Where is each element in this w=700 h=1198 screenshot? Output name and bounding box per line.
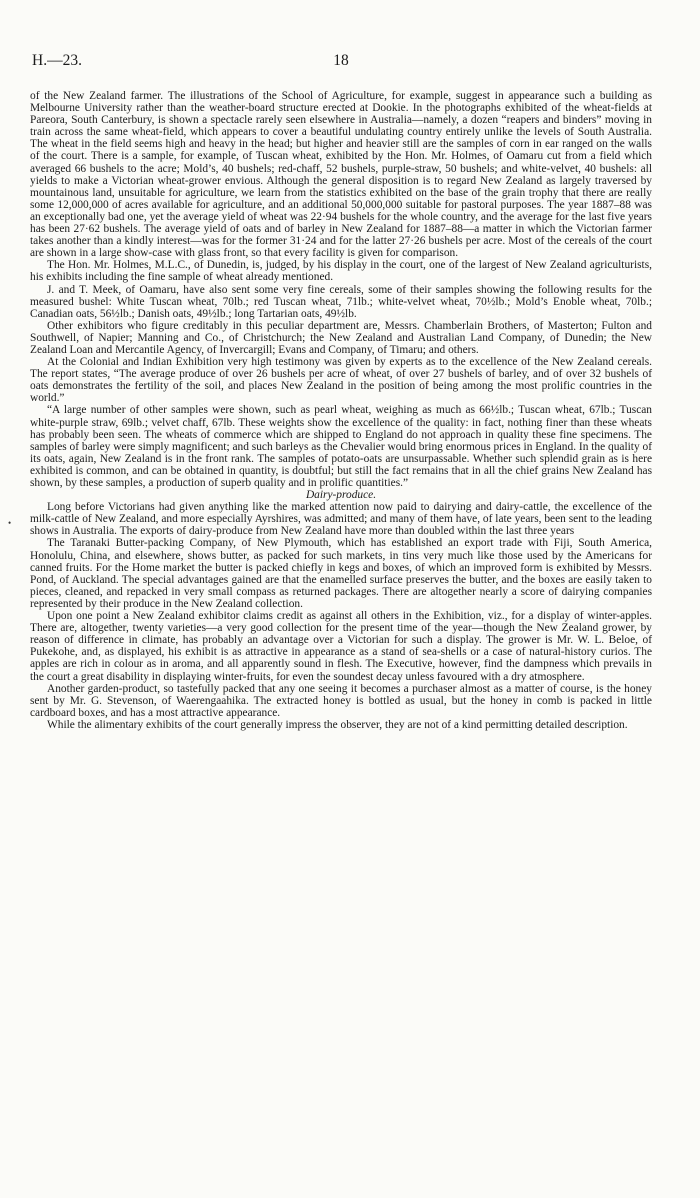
paragraph: Another garden-product, so tastefully packed that any one seeing it becomes a purchaser almost as a matter of course, is the honey sent by Mr. G. Stevenson, of Waerengaahika. The extracted honey is bottled as usual, but the honey in comb is packed in little cardboard boxes, and has a most attractive appearance. xyxy=(30,682,652,719)
document-reference: H.—23. xyxy=(32,52,82,69)
margin-mark: • xyxy=(8,518,12,528)
paragraph: “A large number of other samples were shown, such as pearl wheat, weighing as much as 66½lb.; Tuscan wheat, 67lb.; Tuscan white-purple straw, 69lb.; velvet chaff, 67lb. These weights show the excellence of the quality: in fact, nothing finer than these wheats has probably been seen. The wheats of commerce which are shipped to England do not approach in quality these fine specimens. The samples of barley were simply magnificent; and such barleys as the Chevalier would bring enormous prices in England. In the quality of its oats, again, New Zealand is in the front rank. The samples of potato-oats are unsurpassable. Whether such splendid grain as is here exhibited is common, and can be obtained in quantity, is doubtful; but still the fact remains that in all the chief grains New Zealand has shown, by these samples, a production of superb quality and in prolific quantities.” xyxy=(30,404,652,489)
paragraph: The Hon. Mr. Holmes, M.L.C., of Dunedin, is, judged, by his display in the court, one of the largest of New Zealand agriculturists, his exhibits including the fine sample of wheat already mentioned. xyxy=(30,259,652,284)
paragraph: Long before Victorians had given anything like the marked attention now paid to dairying and dairy-cattle, the excellence of the milk-cattle of New Zealand, and more especially Ayrshires, was admitted; and many of them have, of late years, been sent to the leading shows in Australia. The exports of dairy-produce from New Zealand have more than doubled within the last three years xyxy=(30,501,652,538)
page-number: 18 xyxy=(333,52,349,69)
paragraph: While the alimentary exhibits of the court generally impress the observer, they are not of a kind permitting detailed description. xyxy=(47,718,628,731)
paragraph: Upon one point a New Zealand exhibitor claims credit as against all others in the Exhibition, viz., for a display of winter-apples. There are, altogether, twenty varieties—a very good collection for the present time of the year—though the New Zealand grower, by reason of difference in climate, has probably an advantage over a Victorian for such a display. The grower is Mr. W. L. Beloe, of Pukekohe, and, as displayed, his exhibit is as attractive in appearance as a stand of sea-shells or a case of natural-history curios. The apples are rich in colour as in aroma, and all apparently sound in flesh. The Executive, however, find the dampness which prevails in the court a great disability in displaying winter-fruits, for even the soundest decay unless favoured with a dry atmosphere. xyxy=(30,610,652,683)
paragraph: At the Colonial and Indian Exhibition very high testimony was given by experts as to the excellence of the New Zealand cereals. The report states, “The average produce of over 26 bushels per acre of wheat, of over 27 bushels of barley, and of over 32 bushels of oats demonstrates the fertility of the soil, and places New Zealand in the position of being among the most prolific countries in the world.” xyxy=(30,356,652,405)
paragraph: The Taranaki Butter-packing Company, of New Plymouth, which has established an export trade with Fiji, South America, Honolulu, China, and elsewhere, shows butter, as packed for such markets, in tins very much like those used by the Americans for canned fruits. For the Home market the butter is packed chiefly in kegs and boxes, of which an improved form is exhibited by Messrs. Pond, of Auckland. The special advantages gained are that the enamelled surface preserves the butter, and the boxes are easily taken to pieces, cleaned, and repacked in very small compass as returned packages. There are altogether nearly a score of dairying companies represented by their produce in the New Zealand collection. xyxy=(30,537,652,610)
body-text xyxy=(30,90,652,731)
paragraph: Other exhibitors who figure creditably in this peculiar department are, Messrs. Chamberlain Brothers, of Masterton; Fulton and Southwell, of Napier; Manning and Co., of Christchurch; the New Zealand and Australian Land Company, of Dunedin; the New Zealand Loan and Mercantile Agency, of Invercargill; Evans and Company, of Timaru; and others. xyxy=(30,319,652,356)
section-heading: Dairy-produce. xyxy=(305,489,377,502)
paragraph: J. and T. Meek, of Oamaru, have also sent some very fine cereals, some of their samples showing the following results for the measured bushel: White Tuscan wheat, 70lb.; red Tuscan wheat, 71lb.; white-velvet wheat, 70½lb.; Mold’s Enoble wheat, 70lb.; Canadian oats, 56½lb.; Danish oats, 49½lb.; long Tartarian oats, 49½lb. xyxy=(30,283,652,320)
page-header xyxy=(28,52,654,72)
paragraph: of the New Zealand farmer. The illustrations of the School of Agriculture, for example, suggest in appearance such a building as Melbourne University rather than the weather-board structure erected at Dookie. In the photographs exhibited of the wheat-fields at Pareora, South Canterbury, is shown a spectacle rarely seen elsewhere in Australia—namely, a dozen “reapers and binders” moving in train across the same wheat-field, which appears to cover a beautiful undulating country entirely unlike the levels of South Australia. The wheat in the field seems high and heavy in the head; but higher and heavier still are the samples of corn in ear ranged on the walls of the court. There is a sample, for example, of Tuscan wheat, exhibited by the Hon. Mr. Holmes, of Oamaru cut from a field which averaged 66 bushels to the acre; Mold’s, 40 bushels; red-chaff, 52 bushels, purple-straw, 50 bushels; and white-velvet, 40 bushels: all yields to make a Victorian wheat-grower envious. Although the general disposition is to regard New Zealand as largely traversed by mountainous land, unsuitable for agriculture, we learn from the statistics exhibited on the base of the grain trophy that there are really some 12,000,000 of acres available for agriculture, and an additional 50,000,000 suitable for pastoral purposes. The year 1887–88 was an exceptionally bad one, yet the average yield of wheat was 22·94 bushels for the whole country, and the average for the last five years has been 27·62 bushels. The average yield of oats and of barley in New Zealand for 1887–88—a matter in which the Victorian farmer takes another than a kindly interest—was for the former 31·24 and for the latter 27·26 bushels per acre. Most of the cereals of the court are shown in a large show-case with glass front, so that every facility is given for comparison. xyxy=(30,90,652,260)
